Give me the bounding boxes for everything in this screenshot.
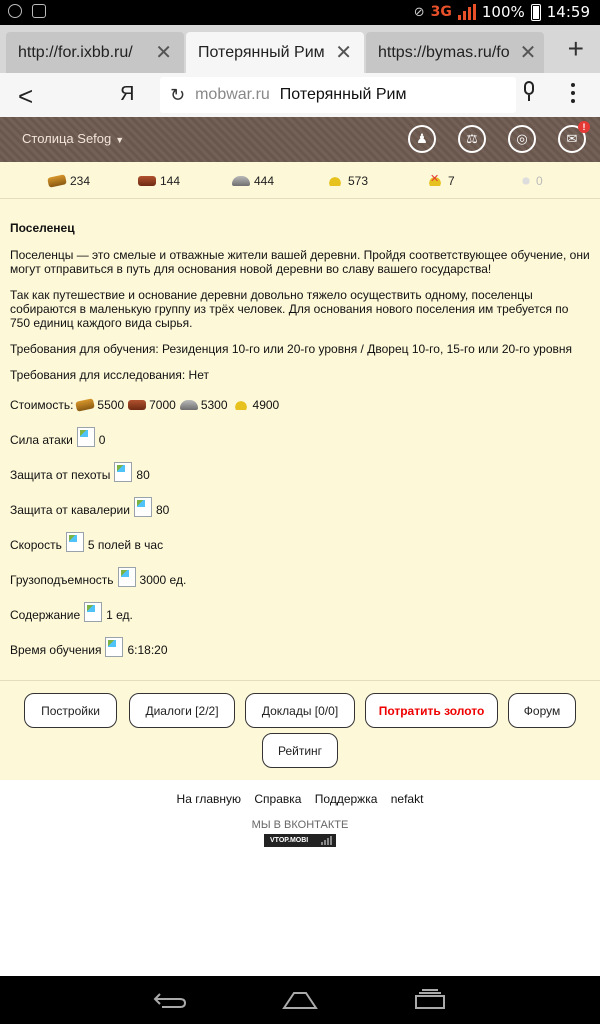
stat-attack: Сила атаки 0	[10, 426, 590, 447]
tab-lost-rome[interactable]	[186, 32, 364, 73]
broken-image-icon	[84, 602, 102, 622]
capital-name: Столица Sefog	[22, 131, 112, 146]
rating-button[interactable]: Рейтинг	[262, 733, 338, 768]
broken-image-icon	[77, 427, 95, 447]
tab-bymas[interactable]	[366, 32, 544, 73]
forum-button[interactable]: Форум	[508, 693, 576, 728]
vtop-counter[interactable]: VTOP.MOBI	[264, 834, 336, 847]
stat-cavalry-defense: Защита от кавалерии 80	[10, 496, 590, 517]
close-tab-icon[interactable]: ✕	[155, 42, 172, 64]
broken-image-icon	[114, 462, 132, 482]
stat-upkeep: Содержание 1 ед.	[10, 601, 590, 622]
close-tab-icon[interactable]: ✕	[335, 42, 352, 64]
resource-clay: 144	[138, 174, 180, 188]
unit-title: Поселенец	[10, 221, 75, 235]
nav-recent-apps-icon[interactable]	[412, 988, 448, 1010]
wood-icon	[47, 174, 67, 188]
dialogs-button[interactable]: Диалоги [2/2]	[129, 693, 235, 728]
clay-icon	[138, 176, 156, 186]
iron-icon	[232, 176, 250, 186]
research-requirements: Требования для исследования: Нет	[10, 368, 209, 382]
navigation-buttons	[0, 680, 600, 780]
stat-speed: Скорость 5 полей в час	[10, 531, 590, 552]
wood-icon	[76, 398, 96, 412]
resource-wood: 234	[48, 174, 90, 188]
url-page-title: Потерянный Рим	[279, 86, 407, 103]
microphone-icon[interactable]	[522, 81, 536, 103]
tab-ixbb[interactable]	[6, 32, 184, 73]
image-notification-icon	[32, 4, 46, 18]
cost-clay: 7000	[149, 398, 176, 412]
broken-image-icon	[134, 497, 152, 517]
broken-image-icon	[66, 532, 84, 552]
close-tab-icon[interactable]: ✕	[519, 42, 537, 64]
battery-icon	[531, 4, 541, 21]
gold-icon	[520, 176, 532, 186]
broken-image-icon	[105, 637, 123, 657]
unit-cost	[10, 398, 590, 412]
clay-icon	[128, 400, 146, 410]
support-link[interactable]: Поддержка	[314, 792, 378, 806]
hero-icon[interactable]: ♟	[408, 125, 436, 153]
signal-icon	[458, 4, 476, 20]
help-link[interactable]: Справка	[254, 792, 302, 806]
alliance-icon[interactable]: ⚖	[458, 125, 486, 153]
spend-gold-button[interactable]: Потратить золото	[365, 693, 498, 728]
reports-button[interactable]: Доклады [0/0]	[245, 693, 355, 728]
nefakt-link[interactable]: nefakt	[390, 792, 424, 806]
nav-home-icon[interactable]	[282, 990, 318, 1010]
resource-bar	[0, 162, 600, 199]
resource-crop: 573	[326, 174, 368, 188]
vk-link[interactable]: МЫ В ВКОНТАКТЕ	[251, 819, 349, 831]
tab-title: https://bymas.ru/fo	[378, 43, 510, 61]
tab-title: http://for.ixbb.ru/	[18, 43, 133, 61]
dropdown-caret-icon: ▼	[115, 135, 125, 145]
buildings-button[interactable]: Постройки	[24, 693, 117, 728]
yandex-search-icon[interactable]: Я	[120, 83, 135, 105]
resource-gold: 0	[520, 174, 543, 188]
tab-strip	[0, 25, 600, 73]
broken-image-icon	[118, 567, 136, 587]
url-field[interactable]	[160, 77, 516, 113]
system-nav-bar	[0, 976, 600, 1024]
crop-icon	[232, 400, 250, 410]
address-bar	[0, 73, 600, 117]
capital-selector[interactable]	[22, 131, 124, 146]
cost-iron: 5300	[200, 398, 228, 412]
menu-icon[interactable]	[571, 83, 575, 103]
new-tab-icon[interactable]: +	[567, 33, 584, 64]
unit-description: Поселенцы — это смелые и отважные жители вашей деревни. Пройдя соответствующее обучение, они могут отправиться в путь для основания новой деревни во славу вашего государства!	[10, 248, 590, 276]
stat-capacity: Грузоподъемность 3000 ед.	[10, 566, 590, 587]
messages-icon[interactable]: ✉ !	[558, 125, 586, 153]
resource-iron: 444	[232, 174, 274, 188]
home-link[interactable]: На главную	[176, 792, 242, 806]
chat-icon[interactable]: ◎	[508, 125, 536, 153]
unit-details	[0, 199, 600, 680]
whatsapp-icon	[8, 4, 22, 18]
nav-back-icon[interactable]	[152, 990, 188, 1010]
iron-icon	[180, 400, 198, 410]
clock: 14:59	[546, 3, 590, 21]
stat-training-time: Время обучения 6:18:20	[10, 636, 590, 657]
crop-consumption-icon: ✕	[426, 176, 444, 186]
battery-percent: 100%	[481, 3, 525, 21]
cost-label: Стоимость:	[10, 398, 74, 412]
stat-infantry-defense: Защита от пехоты 80	[10, 461, 590, 482]
cost-crop: 4900	[252, 398, 280, 412]
footer	[0, 780, 600, 976]
url-domain: mobwar.ru	[195, 86, 270, 103]
crop-icon	[326, 176, 344, 186]
status-bar	[0, 0, 600, 25]
cost-wood: 5500	[97, 398, 125, 412]
network-type: 3G	[430, 4, 452, 20]
unit-description-extra: Так как путешествие и основание деревни довольно тяжело осуществить одному, поселенцы собираются в маленькую группу из трёх человек. Для основания нового поселения им требуется по 750 единиц каждого вида сырья.	[10, 288, 569, 330]
training-requirements: Требования для обучения: Резиденция 10-го или 20-го уровня / Дворец 10-го, 15-го или 20-го уровня	[10, 342, 573, 356]
resource-crop-consumption: ✕ 7	[426, 174, 455, 188]
mute-icon: ⊘	[413, 4, 425, 20]
reload-icon[interactable]: ↻	[170, 84, 186, 105]
game-header	[0, 117, 600, 162]
counter-bars-icon	[321, 836, 332, 845]
unread-badge-icon: !	[578, 121, 590, 133]
tab-title: Потерянный Рим	[198, 43, 325, 61]
back-arrow-icon[interactable]: <	[18, 81, 34, 111]
